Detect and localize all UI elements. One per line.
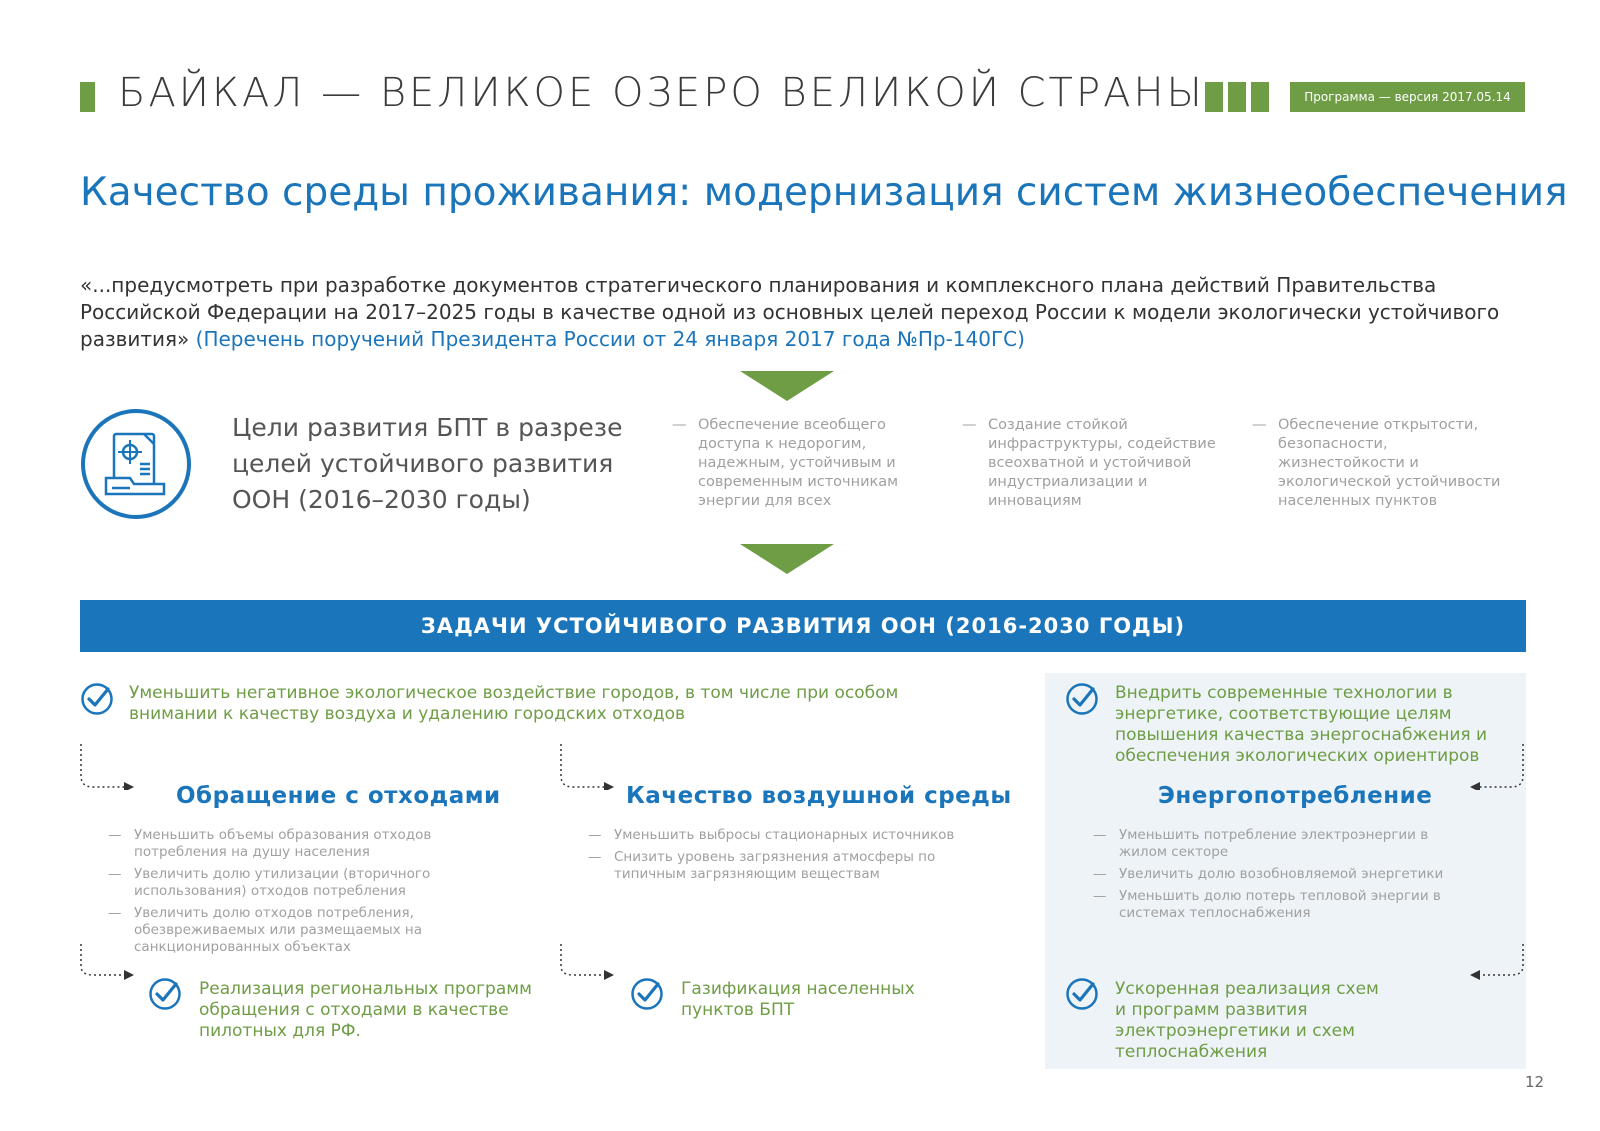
list-item: — Снизить уровень загрязнения атмосферы по типичным загрязняющим веществам [588,849,936,882]
check-circle-icon [80,682,114,716]
section-title-air: Качество воздушной среды [626,783,1012,809]
energy-result-text: Ускоренная реализация схем и программ развития электроэнергетики и схем теплоснабжения [1115,979,1379,1062]
list-item: — Увеличить долю утилизации (вторичного использования) отходов потребления [108,866,431,899]
connector-arrow [1466,742,1526,790]
check-circle-icon [1065,977,1099,1011]
version-badge: Программа — версия 2017.05.14 [1290,82,1525,112]
quote-paragraph [80,272,1530,353]
section-title-energy: Энергопотребление [1158,783,1433,809]
connector-arrow [558,742,618,790]
air-bullets [588,827,988,888]
list-item: — Уменьшить долю потерь тепловой энергии в системах теплоснабжения [1093,888,1441,921]
document-header-title: БАЙКАЛ — ВЕЛИКОЕ ОЗЕРО ВЕЛИКОЙ СТРАНЫ [118,70,1205,116]
waste-result-text: Реализация региональных программ обращения с отходами в качестве пилотных для РФ. [199,979,532,1041]
list-item: — Уменьшить потребление электроэнергии в жилом секторе [1093,827,1429,860]
list-item: — Увеличить долю возобновляемой энергетики [1093,866,1444,882]
check-circle-icon [630,977,664,1011]
energy-bullets [1093,827,1473,927]
quote-citation: (Перечень поручений Президента России от 24 января 2017 года №Пр-140ГС) [195,327,1025,351]
tasks-header-bar: ЗАДАЧИ УСТОЙЧИВОГО РАЗВИТИЯ ООН (2016-2030 ГОДЫ) [80,600,1526,652]
document-target-icon [80,408,192,520]
connector-arrow [558,942,618,990]
air-result-text: Газификация населенных пунктов БПТ [681,979,915,1020]
quote-text: «...предусмотреть при разработке документов стратегического планирования и комплексного плана действий Правительства Российской Федерации на 2017–2025 годы в качестве одной из основных целей переход России к модели экологически устойчивого развития» [80,273,1500,351]
list-item: — Уменьшить объемы образования отходов потребления на душу населения [108,827,432,860]
header-accent-blocks [1205,82,1269,112]
page-title: Качество среды проживания: модернизация систем жизнеобеспечения [80,170,1568,215]
page-number: 12 [1525,1073,1545,1091]
connector-arrow [78,742,138,790]
list-item: — Уменьшить выбросы стационарных источников [588,827,955,843]
check-circle-icon [1065,682,1099,716]
section-title-waste: Обращение с отходами [176,783,501,809]
down-arrow-icon [740,371,834,401]
right-goal-text: Внедрить современные технологии в энергетике, соответствующие целям повышения качества энергоснабжения и обеспечения экологических ориентиров [1115,683,1488,766]
list-item: — Увеличить долю отходов потребления, обезвреживаемых или размещаемых на санкционированных объектах [108,905,422,955]
connector-arrow [1466,942,1526,990]
check-circle-icon [148,977,182,1011]
header-accent-bar [80,82,95,112]
goals-title: Цели развития БПТ в разрезе целей устойчивого развития ООН (2016–2030 годы) [232,413,623,514]
goal-item: — Обеспечение открытости, безопасности, жизнестойкости и экологической устойчивости населенных пунктов [1252,417,1501,509]
waste-bullets [108,827,468,961]
goal-item: — Создание стойкой инфраструктуры, содействие всеохватной и устойчивой индустриализации и инновациям [962,417,1216,509]
goal-item: — Обеспечение всеобщего доступа к недорогим, надежным, устойчивым и современным источникам энергии для всех [672,417,899,509]
down-arrow-icon [740,544,834,574]
left-goal-text: Уменьшить негативное экологическое воздействие городов, в том числе при особом внимании к качеству воздуха и удалению городских отходов [129,683,899,724]
